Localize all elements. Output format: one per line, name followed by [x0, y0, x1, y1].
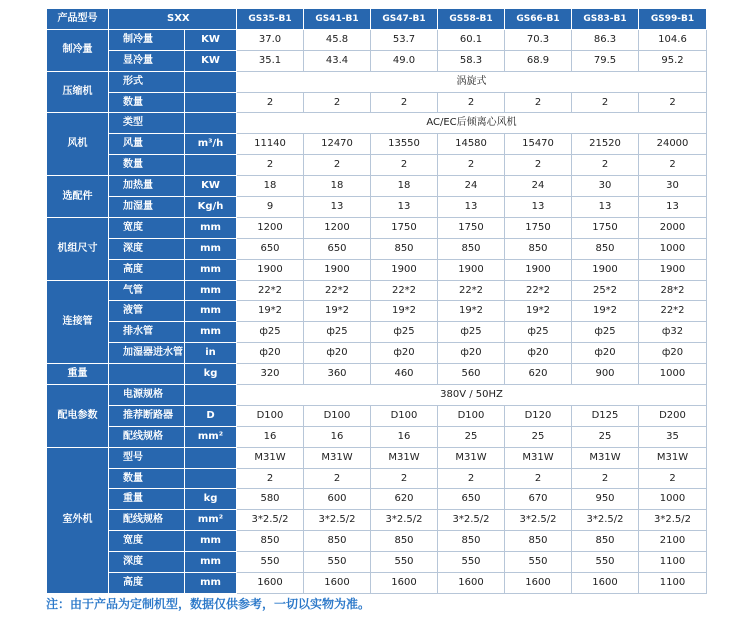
table-row	[47, 259, 707, 280]
value-cell: 19*2	[371, 301, 438, 322]
value-cell: 3*2.5/2	[438, 510, 505, 531]
spec-body	[47, 9, 707, 594]
value-cell: ф25	[505, 322, 572, 343]
unit-cell: mm	[185, 217, 237, 238]
value-cell: 30	[639, 176, 707, 197]
value-cell: 12470	[304, 134, 371, 155]
merged-value-cell: 涡旋式	[237, 71, 707, 92]
value-cell: ф32	[639, 322, 707, 343]
category-cell: 连接管	[47, 280, 109, 364]
value-cell: M31W	[304, 447, 371, 468]
value-cell: 850	[572, 531, 639, 552]
value-cell: 650	[438, 489, 505, 510]
value-cell: 28*2	[639, 280, 707, 301]
table-row	[47, 50, 707, 71]
footnote: 注：由于产品为定制机型，数据仅供参考，一切以实物为准。	[46, 597, 371, 611]
value-cell: 1600	[505, 573, 572, 594]
value-cell: 650	[237, 238, 304, 259]
value-cell: 22*2	[304, 280, 371, 301]
value-cell: ф25	[237, 322, 304, 343]
value-cell: 1900	[237, 259, 304, 280]
row-label: 高度	[109, 573, 185, 594]
model-header: GS47-B1	[371, 9, 438, 30]
value-cell: ф20	[438, 343, 505, 364]
model-header: GS66-B1	[505, 9, 572, 30]
unit-cell: m³/h	[185, 134, 237, 155]
value-cell: 1750	[371, 217, 438, 238]
category-cell: 配电参数	[47, 385, 109, 448]
value-cell: 900	[572, 364, 639, 385]
row-label: 数量	[109, 155, 185, 176]
unit-cell	[185, 71, 237, 92]
value-cell: 18	[237, 176, 304, 197]
row-label: 类型	[109, 113, 185, 134]
value-cell: 49.0	[371, 50, 438, 71]
value-cell: 1600	[572, 573, 639, 594]
value-cell: 850	[505, 238, 572, 259]
row-label: 宽度	[109, 531, 185, 552]
table-row	[47, 217, 707, 238]
value-cell: 2	[438, 92, 505, 113]
value-cell: 670	[505, 489, 572, 510]
table-row	[47, 468, 707, 489]
product-model-label: 产品型号	[47, 9, 109, 30]
value-cell: 1750	[572, 217, 639, 238]
value-cell: 850	[572, 238, 639, 259]
value-cell: D100	[304, 405, 371, 426]
unit-cell: mm²	[185, 426, 237, 447]
value-cell: 2	[438, 155, 505, 176]
merged-value-cell: AC/EC后倾离心风机	[237, 113, 707, 134]
table-row	[47, 301, 707, 322]
value-cell: 35.1	[237, 50, 304, 71]
category-cell: 重量	[47, 364, 109, 385]
value-cell: 2	[438, 468, 505, 489]
table-row	[47, 552, 707, 573]
row-label: 深度	[109, 552, 185, 573]
value-cell: 1900	[505, 259, 572, 280]
value-cell: 600	[304, 489, 371, 510]
table-row	[47, 280, 707, 301]
value-cell: 550	[438, 552, 505, 573]
unit-cell: kg	[185, 364, 237, 385]
value-cell: 1750	[505, 217, 572, 238]
value-cell: 1600	[237, 573, 304, 594]
value-cell: 550	[304, 552, 371, 573]
value-cell: 45.8	[304, 29, 371, 50]
table-row	[47, 113, 707, 134]
value-cell: 3*2.5/2	[304, 510, 371, 531]
row-label: 配线规格	[109, 510, 185, 531]
header-row	[47, 9, 707, 30]
value-cell: 1000	[639, 489, 707, 510]
value-cell: ф25	[304, 322, 371, 343]
row-label: 制冷量	[109, 29, 185, 50]
category-cell: 机组尺寸	[47, 217, 109, 280]
value-cell: 1900	[371, 259, 438, 280]
category-cell: 选配件	[47, 176, 109, 218]
value-cell: D100	[438, 405, 505, 426]
value-cell: 550	[371, 552, 438, 573]
model-header: GS83-B1	[572, 9, 639, 30]
value-cell: 1200	[237, 217, 304, 238]
value-cell: 19*2	[438, 301, 505, 322]
table-row	[47, 489, 707, 510]
table-row	[47, 71, 707, 92]
value-cell: 1000	[639, 238, 707, 259]
value-cell: 1100	[639, 552, 707, 573]
value-cell: 22*2	[639, 301, 707, 322]
value-cell: 3*2.5/2	[505, 510, 572, 531]
value-cell: 850	[371, 531, 438, 552]
table-row	[47, 238, 707, 259]
value-cell: ф20	[572, 343, 639, 364]
table-row	[47, 197, 707, 218]
unit-cell: mm	[185, 301, 237, 322]
value-cell: 360	[304, 364, 371, 385]
value-cell: 13	[572, 197, 639, 218]
value-cell: 86.3	[572, 29, 639, 50]
value-cell: ф20	[371, 343, 438, 364]
table-row	[47, 176, 707, 197]
model-header: GS58-B1	[438, 9, 505, 30]
category-cell: 制冷量	[47, 29, 109, 71]
value-cell: M31W	[237, 447, 304, 468]
table-row	[47, 573, 707, 594]
value-cell: 460	[371, 364, 438, 385]
value-cell: 620	[505, 364, 572, 385]
value-cell: 1200	[304, 217, 371, 238]
value-cell: 2	[237, 92, 304, 113]
row-label: 高度	[109, 259, 185, 280]
value-cell: 24	[505, 176, 572, 197]
table-row	[47, 155, 707, 176]
value-cell: 1600	[304, 573, 371, 594]
row-label: 深度	[109, 238, 185, 259]
row-label: 排水管	[109, 322, 185, 343]
value-cell: 25	[505, 426, 572, 447]
value-cell: 560	[438, 364, 505, 385]
value-cell: ф25	[572, 322, 639, 343]
value-cell: 2	[505, 468, 572, 489]
value-cell: 1100	[639, 573, 707, 594]
row-label: 液管	[109, 301, 185, 322]
value-cell: 3*2.5/2	[371, 510, 438, 531]
value-cell: 19*2	[237, 301, 304, 322]
value-cell: 13	[371, 197, 438, 218]
unit-cell: mm	[185, 238, 237, 259]
value-cell: 70.3	[505, 29, 572, 50]
value-cell: 2	[304, 468, 371, 489]
value-cell: 850	[438, 531, 505, 552]
value-cell: 2	[371, 155, 438, 176]
value-cell: D200	[639, 405, 707, 426]
value-cell: 22*2	[438, 280, 505, 301]
value-cell: 2	[371, 92, 438, 113]
table-row	[47, 364, 707, 385]
value-cell: 13	[438, 197, 505, 218]
value-cell: 850	[237, 531, 304, 552]
unit-cell: mm	[185, 531, 237, 552]
value-cell: M31W	[505, 447, 572, 468]
value-cell: ф25	[371, 322, 438, 343]
table-row	[47, 343, 707, 364]
value-cell: 1900	[639, 259, 707, 280]
value-cell: 3*2.5/2	[639, 510, 707, 531]
series-label: SXX	[109, 9, 237, 30]
value-cell: 2	[572, 468, 639, 489]
value-cell: 3*2.5/2	[237, 510, 304, 531]
table-row	[47, 322, 707, 343]
value-cell: 25	[572, 426, 639, 447]
value-cell: 16	[237, 426, 304, 447]
value-cell: 16	[371, 426, 438, 447]
unit-cell: mm	[185, 552, 237, 573]
value-cell: 13	[639, 197, 707, 218]
value-cell: 13550	[371, 134, 438, 155]
value-cell: M31W	[438, 447, 505, 468]
value-cell: 2	[237, 468, 304, 489]
value-cell: 24	[438, 176, 505, 197]
value-cell: 21520	[572, 134, 639, 155]
value-cell: 25*2	[572, 280, 639, 301]
value-cell: 2	[639, 92, 707, 113]
merged-value-cell: 380V / 50HZ	[237, 385, 707, 406]
row-label: 数量	[109, 468, 185, 489]
value-cell: 60.1	[438, 29, 505, 50]
value-cell: 850	[438, 238, 505, 259]
unit-cell: mm	[185, 573, 237, 594]
value-cell: 2	[639, 155, 707, 176]
value-cell: 2	[505, 155, 572, 176]
unit-cell: in	[185, 343, 237, 364]
value-cell: 850	[304, 531, 371, 552]
value-cell: 95.2	[639, 50, 707, 71]
category-cell: 室外机	[47, 447, 109, 593]
value-cell: 37.0	[237, 29, 304, 50]
table-row	[47, 447, 707, 468]
value-cell: 13	[304, 197, 371, 218]
value-cell: ф20	[639, 343, 707, 364]
value-cell: 1600	[371, 573, 438, 594]
value-cell: 3*2.5/2	[572, 510, 639, 531]
value-cell: ф25	[438, 322, 505, 343]
value-cell: 1900	[304, 259, 371, 280]
row-label: 加湿量	[109, 197, 185, 218]
unit-cell	[185, 468, 237, 489]
value-cell: 18	[371, 176, 438, 197]
row-label: 气管	[109, 280, 185, 301]
value-cell: M31W	[639, 447, 707, 468]
model-header: GS35-B1	[237, 9, 304, 30]
value-cell: 1600	[438, 573, 505, 594]
value-cell: M31W	[572, 447, 639, 468]
value-cell: 550	[237, 552, 304, 573]
row-label: 数量	[109, 92, 185, 113]
table-row	[47, 29, 707, 50]
unit-cell	[185, 113, 237, 134]
unit-cell: mm²	[185, 510, 237, 531]
row-label: 电源规格	[109, 385, 185, 406]
value-cell: M31W	[371, 447, 438, 468]
value-cell: 2	[371, 468, 438, 489]
value-cell: 850	[371, 238, 438, 259]
value-cell: 1900	[572, 259, 639, 280]
table-row	[47, 92, 707, 113]
value-cell: 16	[304, 426, 371, 447]
unit-cell: mm	[185, 322, 237, 343]
value-cell: 15470	[505, 134, 572, 155]
row-label: 形式	[109, 71, 185, 92]
value-cell: 2	[572, 92, 639, 113]
table-row	[47, 510, 707, 531]
row-label: 加热量	[109, 176, 185, 197]
value-cell: 104.6	[639, 29, 707, 50]
row-label: 型号	[109, 447, 185, 468]
value-cell: 850	[505, 531, 572, 552]
row-label: 风量	[109, 134, 185, 155]
unit-cell	[185, 92, 237, 113]
unit-cell: mm	[185, 259, 237, 280]
unit-cell: mm	[185, 280, 237, 301]
unit-cell: kg	[185, 489, 237, 510]
unit-cell	[185, 385, 237, 406]
category-cell: 压缩机	[47, 71, 109, 113]
value-cell: 25	[438, 426, 505, 447]
value-cell: 320	[237, 364, 304, 385]
value-cell: ф20	[237, 343, 304, 364]
category-cell: 风机	[47, 113, 109, 176]
value-cell: 2000	[639, 217, 707, 238]
table-row	[47, 426, 707, 447]
value-cell: 2	[572, 155, 639, 176]
value-cell: D100	[237, 405, 304, 426]
table-row	[47, 385, 707, 406]
value-cell: 19*2	[572, 301, 639, 322]
value-cell: 79.5	[572, 50, 639, 71]
value-cell: 580	[237, 489, 304, 510]
value-cell: 1000	[639, 364, 707, 385]
value-cell: 2	[237, 155, 304, 176]
row-label: 显冷量	[109, 50, 185, 71]
row-label: 重量	[109, 489, 185, 510]
value-cell: 68.9	[505, 50, 572, 71]
value-cell: 550	[572, 552, 639, 573]
value-cell: 24000	[639, 134, 707, 155]
value-cell: 950	[572, 489, 639, 510]
value-cell: ф20	[304, 343, 371, 364]
unit-cell: KW	[185, 29, 237, 50]
value-cell: 2	[304, 92, 371, 113]
value-cell: 14580	[438, 134, 505, 155]
unit-cell	[185, 155, 237, 176]
value-cell: 13	[505, 197, 572, 218]
row-label: 推荐断路器	[109, 405, 185, 426]
value-cell: D120	[505, 405, 572, 426]
value-cell: 19*2	[505, 301, 572, 322]
unit-cell: Kg/h	[185, 197, 237, 218]
value-cell: 2	[505, 92, 572, 113]
value-cell: 2100	[639, 531, 707, 552]
value-cell: 18	[304, 176, 371, 197]
unit-cell: KW	[185, 50, 237, 71]
value-cell: 1750	[438, 217, 505, 238]
value-cell: 19*2	[304, 301, 371, 322]
row-label: 宽度	[109, 217, 185, 238]
value-cell: 11140	[237, 134, 304, 155]
unit-cell	[185, 447, 237, 468]
unit-cell: KW	[185, 176, 237, 197]
value-cell: 30	[572, 176, 639, 197]
value-cell: 550	[505, 552, 572, 573]
value-cell: 43.4	[304, 50, 371, 71]
value-cell: D100	[371, 405, 438, 426]
table-row	[47, 531, 707, 552]
value-cell: 1900	[438, 259, 505, 280]
value-cell: D125	[572, 405, 639, 426]
value-cell: 2	[304, 155, 371, 176]
value-cell: 22*2	[505, 280, 572, 301]
spec-table	[46, 8, 707, 594]
row-label	[109, 364, 185, 385]
value-cell: 650	[304, 238, 371, 259]
value-cell: 22*2	[371, 280, 438, 301]
table-row	[47, 134, 707, 155]
model-header: GS41-B1	[304, 9, 371, 30]
model-header: GS99-B1	[639, 9, 707, 30]
value-cell: 9	[237, 197, 304, 218]
row-label: 加湿器进水管	[109, 343, 185, 364]
row-label: 配线规格	[109, 426, 185, 447]
value-cell: 22*2	[237, 280, 304, 301]
unit-cell: D	[185, 405, 237, 426]
value-cell: 53.7	[371, 29, 438, 50]
value-cell: 620	[371, 489, 438, 510]
value-cell: 35	[639, 426, 707, 447]
value-cell: 2	[639, 468, 707, 489]
value-cell: ф20	[505, 343, 572, 364]
table-row	[47, 405, 707, 426]
value-cell: 58.3	[438, 50, 505, 71]
